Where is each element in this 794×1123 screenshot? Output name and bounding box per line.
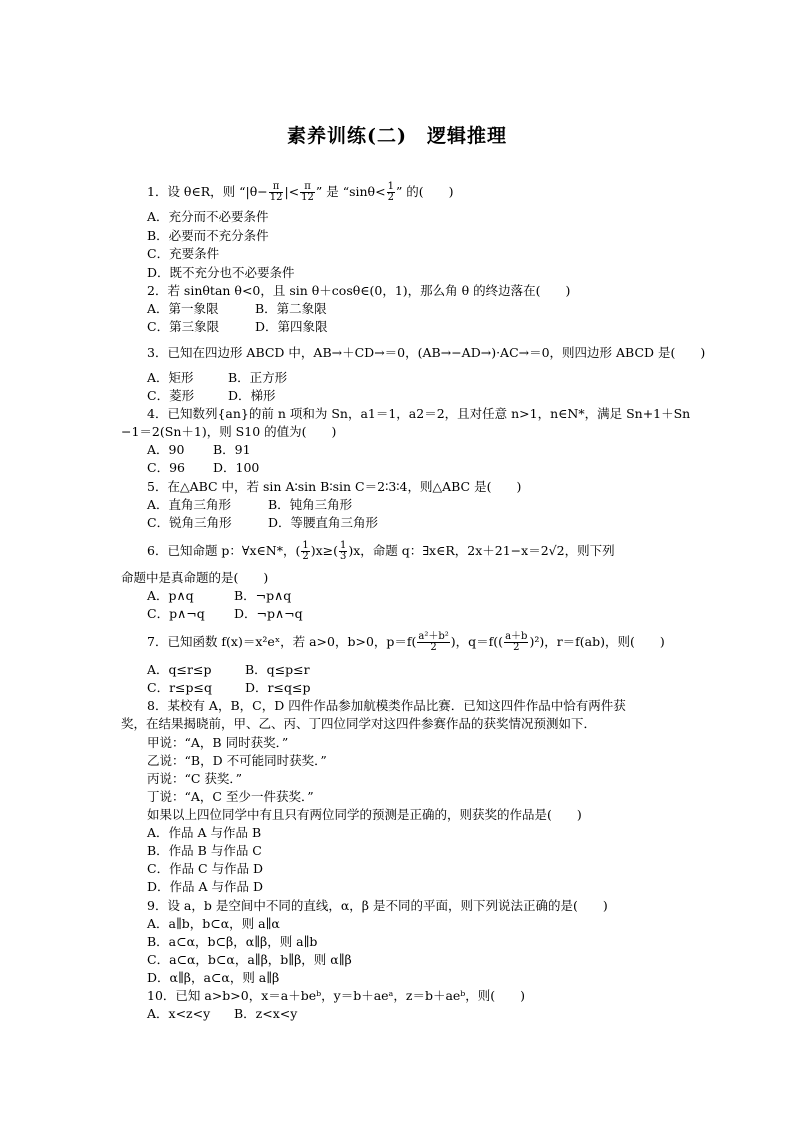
- option: C．p∧¬q: [147, 606, 205, 621]
- option: D．第四象限: [255, 319, 328, 334]
- option: D．α∥β，a⊂α，则 a∥β: [147, 970, 280, 985]
- fraction: $\frac{a+b}{2}$: [505, 631, 528, 653]
- question-8-cont: 奖，在结果揭晓前，甲、乙、丙、丁四位同学对这四件参赛作品的获奖情况预测如下．: [121, 716, 597, 731]
- option: A．a∥b，b⊂α，则 a∥α: [147, 916, 280, 931]
- option: C．a⊂α，b⊂α，a∥β，b∥β，则 α∥β: [147, 952, 352, 967]
- option: A．作品 A 与作品 B: [147, 825, 262, 840]
- option: D．既不充分也不必要条件: [147, 265, 295, 280]
- option: C．r≤p≤q: [147, 680, 212, 695]
- option: C．第三象限: [147, 319, 220, 334]
- option: B．作品 B 与作品 C: [147, 843, 262, 858]
- option: C．锐角三角形: [147, 515, 232, 530]
- option: B．必要而不充分条件: [147, 228, 269, 243]
- option: D．作品 A 与作品 D: [147, 879, 263, 894]
- fraction: $\frac{\pi}{12}$: [301, 181, 314, 203]
- option: A．p∧q: [147, 588, 194, 603]
- question-1: 1．设 θ∈R，则 “|θ− $\frac{\pi}{12}$ |< $\frac{\pi}{12}$ ” 是 “sinθ< $\frac{1}{2}$ ” 的( ): [147, 181, 454, 203]
- option: B．¬p∧q: [234, 588, 292, 603]
- option: D．r≤q≤p: [245, 680, 311, 695]
- option: B．z<x<y: [234, 1006, 298, 1021]
- option: D．¬p∧¬q: [234, 606, 303, 621]
- question-9: 9．设 a，b 是空间中不同的直线，α，β 是不同的平面，则下列说法正确的是( ): [147, 898, 608, 913]
- option: B．91: [213, 442, 251, 457]
- question-8: 8．某校有 A，B，C，D 四件作品参加航模类作品比赛．已知这四件作品中恰有两件获: [147, 698, 626, 713]
- question-8-ask: 如果以上四位同学中有且只有两位同学的预测是正确的，则获奖的作品是( ): [147, 807, 582, 822]
- option: A．矩形: [147, 370, 194, 385]
- option: D．梯形: [228, 388, 276, 403]
- option: C．96: [147, 460, 185, 475]
- question-4-cont: −1＝2(Sn＋1)，则 S10 的值为( ): [121, 424, 337, 439]
- option: B．钝角三角形: [268, 497, 353, 512]
- fraction: $\frac{\pi}{12}$: [269, 181, 283, 203]
- fraction: $\frac{1}{3}$: [340, 540, 347, 562]
- option: B．a⊂α，b⊂β，α∥β，则 a∥b: [147, 934, 318, 949]
- option: C．菱形: [147, 388, 195, 403]
- question-7: 7．已知函数 f(x)＝x²eˣ，若 a>0，b>0，p＝f( $\frac{\text{a²＋b²}}{2}$ )，q＝f(( $\frac{a+b}{2}$ )²)，r＝f(ab)，则( ): [147, 631, 665, 653]
- option: B．第二象限: [255, 301, 327, 316]
- option: C．充要条件: [147, 246, 220, 261]
- option: A．第一象限: [147, 301, 219, 316]
- question-5: 5．在△ABC 中，若 sin A∶sin B∶sin C＝2∶3∶4，则△ABC 是( ): [147, 479, 522, 494]
- option: D．等腰直角三角形: [268, 515, 379, 530]
- question-4: 4．已知数列{an}的前 n 项和为 Sn，a1＝1，a2＝2，且对任意 n>1，n∈N*，满足 Sn+1＋Sn: [147, 406, 691, 421]
- statement: 丁说：“A，C 至少一件获奖．”: [147, 789, 314, 804]
- question-6: 6．已知命题 p：∀x∈N*，( $\frac{1}{2}$ )x≥( $\frac{1}{3}$ )x，命题 q：∃x∈R，2x＋21−x＝2√2，则下列: [147, 540, 615, 562]
- option: B．正方形: [228, 370, 288, 385]
- option: A．90: [147, 442, 185, 457]
- question-6-cont: 命题中是真命题的是( ): [121, 570, 269, 585]
- question-10: 10．已知 a>b>0，x＝a＋beᵇ，y＝b＋aeᵃ，z＝b＋aeᵇ，则( ): [147, 988, 526, 1003]
- page-title: 素养训练(二) 逻辑推理: [287, 125, 507, 147]
- fraction: $\frac{\text{a²＋b²}}{2}$: [418, 631, 449, 653]
- statement: 乙说：“B，D 不可能同时获奖．”: [147, 753, 327, 768]
- option: A．q≤r≤p: [147, 662, 212, 677]
- question-3: 3．已知在四边形 ABCD 中，AB→＋CD→＝0，(AB→−AD→)·AC→＝0，则四边形 ABCD 是( ): [147, 345, 706, 360]
- fraction: $\frac{1}{2}$: [387, 181, 394, 203]
- fraction: $\frac{1}{2}$: [302, 540, 309, 562]
- option: B．q≤p≤r: [245, 662, 310, 677]
- option: A．x<z<y: [147, 1006, 211, 1021]
- option: C．作品 C 与作品 D: [147, 861, 264, 876]
- option: D．100: [213, 460, 260, 475]
- question-2: 2．若 sinθtan θ<0，且 sin θ＋cosθ∈(0，1)，那么角 θ 的终边落在( ): [147, 283, 571, 298]
- option: A．充分而不必要条件: [147, 209, 269, 224]
- option: A．直角三角形: [147, 497, 232, 512]
- statement: 甲说：“A，B 同时获奖．”: [147, 735, 289, 750]
- statement: 丙说：“C 获奖．”: [147, 771, 243, 786]
